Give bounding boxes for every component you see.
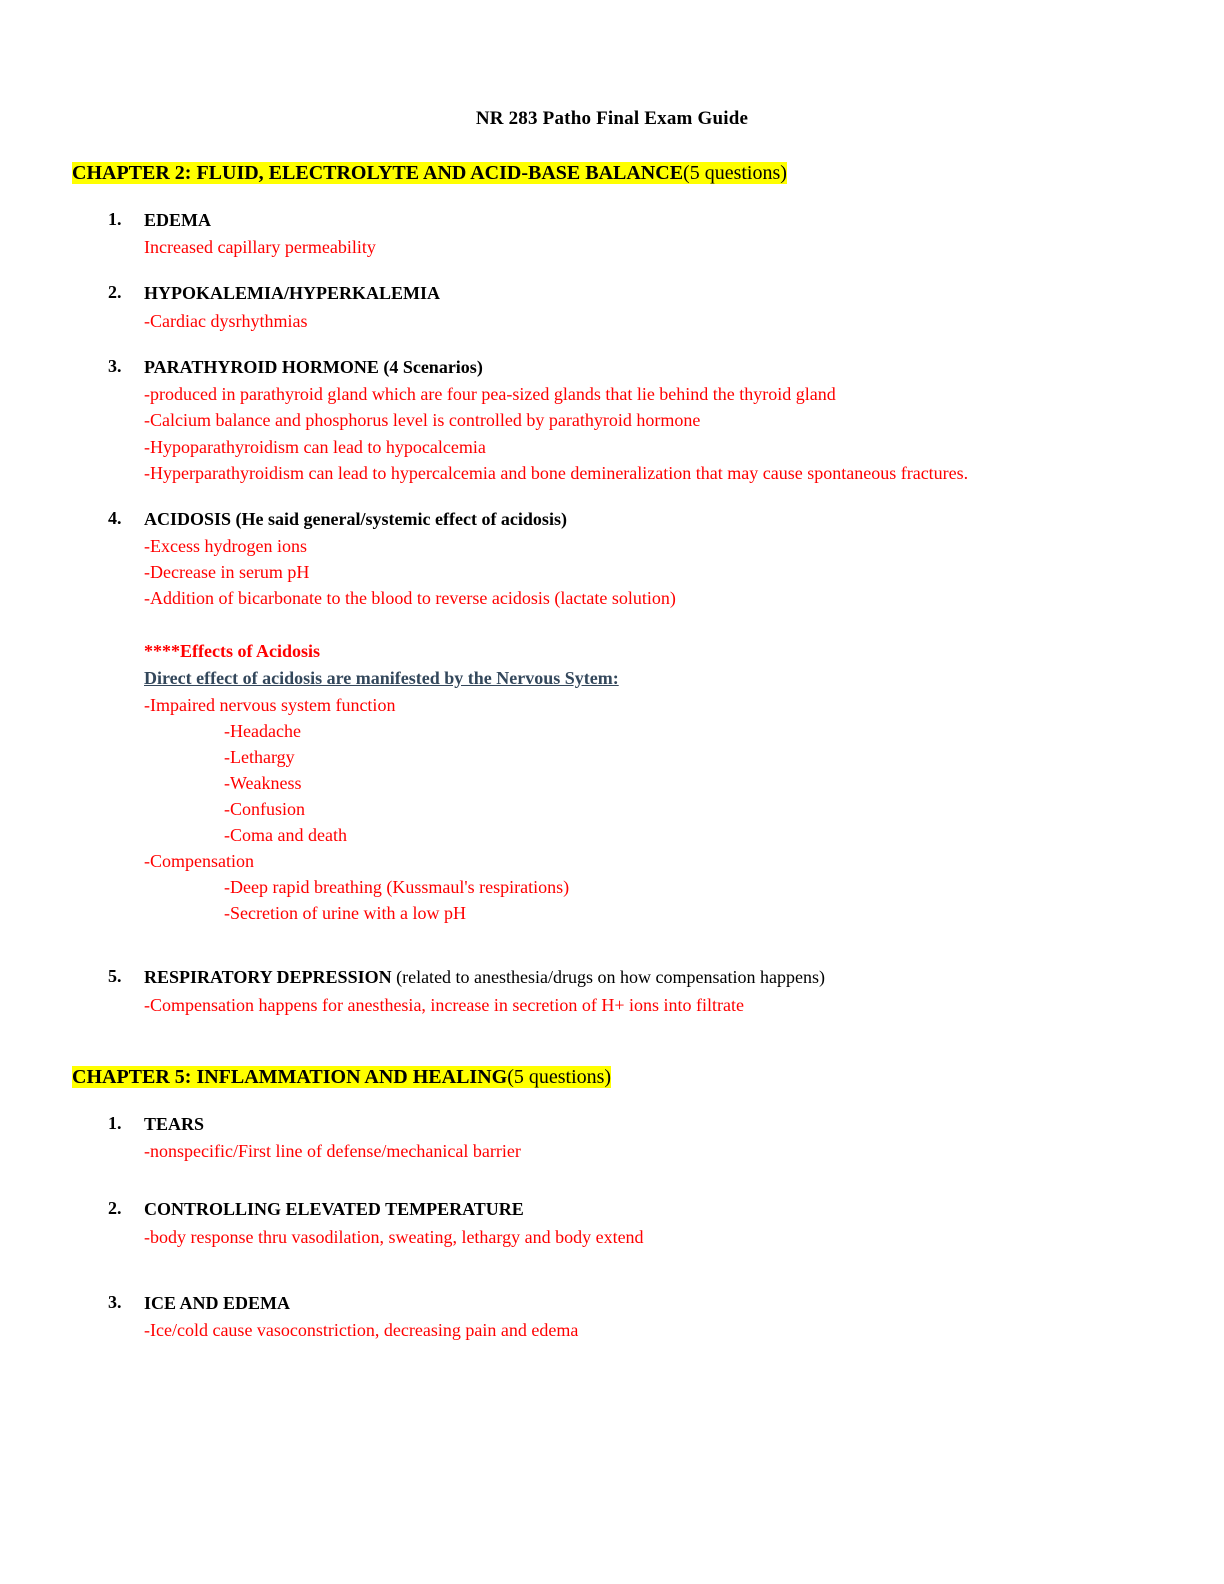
list-item-body (144, 1138, 1152, 1164)
list-item-body (144, 533, 1152, 611)
body-line: -Headache (224, 720, 301, 741)
list-item (72, 356, 1152, 486)
list-item-title (144, 1198, 1152, 1221)
body-line: -nonspecific/First line of defense/mechanical barrier (144, 1141, 521, 1162)
list-item-title (144, 282, 1152, 305)
list-item (72, 1198, 1152, 1249)
body-line: -Confusion (224, 798, 305, 819)
list-item (72, 966, 1152, 1017)
list-item-title-text: CONTROLLING ELEVATED TEMPERATURE (144, 1199, 524, 1220)
body-line: -Secretion of urine with a low pH (224, 903, 466, 924)
list-item (72, 282, 1152, 333)
list-item (72, 1292, 1152, 1343)
body-line: -Weakness (224, 772, 302, 793)
list-item-title-text: RESPIRATORY DEPRESSION (144, 967, 392, 988)
list-item-title (144, 1292, 1152, 1315)
subsection-body (144, 692, 1152, 927)
list-item-title-note: (related to anesthesia/drugs on how compensation happens) (391, 967, 825, 988)
body-line: -Compensation happens for anesthesia, increase in secretion of H+ ions into filtrate (144, 994, 744, 1015)
list-item-title-text: HYPOKALEMIA/HYPERKALEMIA (144, 283, 441, 304)
subsection-underlined-note: Direct effect of acidosis are manifested by the Nervous Sytem: (144, 667, 619, 688)
list-item-body (144, 1317, 1152, 1343)
chapter-items-list (72, 209, 1152, 1018)
effects-subsection (144, 639, 1152, 926)
list-item-body (144, 234, 1152, 260)
chapter-question-count: (5 questions) (683, 162, 787, 184)
chapter-question-count: (5 questions) (507, 1065, 612, 1088)
list-item-title-text: TEARS (144, 1113, 205, 1134)
list-item-number: 4. (108, 507, 122, 528)
body-line: -Ice/cold cause vasoconstriction, decreasing pain and edema (144, 1320, 579, 1341)
list-item-title-text: ICE AND EDEMA (144, 1292, 291, 1313)
body-line: -Addition of bicarbonate to the blood to reverse acidosis (lactate solution) (144, 588, 676, 609)
list-item-title-text: ACIDOSIS (He said general/systemic effect of acidosis) (144, 508, 567, 529)
chapter-heading (72, 160, 1152, 187)
list-item-title (144, 1113, 1152, 1136)
list-item-number: 1. (108, 1112, 122, 1133)
list-item-number: 2. (108, 1198, 122, 1219)
list-item-body (144, 1224, 1152, 1250)
body-line: -Impaired nervous system function (144, 694, 396, 715)
list-item-title (144, 966, 1152, 989)
chapter-heading-text: CHAPTER 5: INFLAMMATION AND HEALING (72, 1065, 508, 1088)
list-item-title (144, 508, 1152, 531)
list-item-title-text: PARATHYROID HORMONE (4 Scenarios) (144, 356, 483, 377)
list-item-body (144, 381, 1152, 485)
chapter-heading (72, 1064, 1152, 1091)
body-line: -Hyperparathyroidism can lead to hypercalcemia and bone demineralization that may cause spontaneous fractures. (144, 462, 969, 483)
body-line: -Compensation (144, 851, 254, 872)
chapter-section (72, 160, 1152, 1018)
list-item (72, 508, 1152, 927)
chapter-section (72, 1064, 1152, 1343)
body-line: -Excess hydrogen ions (144, 536, 307, 557)
list-item-number: 5. (108, 966, 122, 987)
list-item-title (144, 209, 1152, 232)
chapter-heading-text: CHAPTER 2: FLUID, ELECTROLYTE AND ACID-BASE BALANCE (72, 162, 684, 184)
list-item-body (144, 308, 1152, 334)
list-item-number: 2. (108, 282, 122, 303)
list-item-number: 3. (108, 355, 122, 376)
body-line: -body response thru vasodilation, sweating, lethargy and body extend (144, 1226, 644, 1247)
subsection-heading: ****Effects of Acidosis (144, 641, 320, 662)
body-line: -Coma and death (224, 825, 347, 846)
list-item (72, 1113, 1152, 1164)
body-line: Increased capillary permeability (144, 237, 376, 258)
body-line: -produced in parathyroid gland which are four pea-sized glands that lie behind the thyroid gland (144, 384, 836, 405)
chapter-items-list (72, 1113, 1152, 1343)
body-line: -Calcium balance and phosphorus level is controlled by parathyroid hormone (144, 410, 701, 431)
body-line: -Hypoparathyroidism can lead to hypocalcemia (144, 436, 486, 457)
list-item (72, 209, 1152, 260)
body-line: -Lethargy (224, 746, 295, 767)
list-item-number: 1. (108, 209, 122, 229)
body-line: -Cardiac dysrhythmias (144, 310, 308, 331)
list-item-title (144, 356, 1152, 379)
body-line: -Deep rapid breathing (Kussmaul's respirations) (224, 877, 570, 898)
list-item-body (144, 992, 1152, 1018)
body-line: -Decrease in serum pH (144, 562, 310, 583)
page-title: NR 283 Patho Final Exam Guide (475, 108, 749, 129)
list-item-number: 3. (108, 1291, 122, 1312)
list-item-title-text: EDEMA (144, 210, 211, 230)
